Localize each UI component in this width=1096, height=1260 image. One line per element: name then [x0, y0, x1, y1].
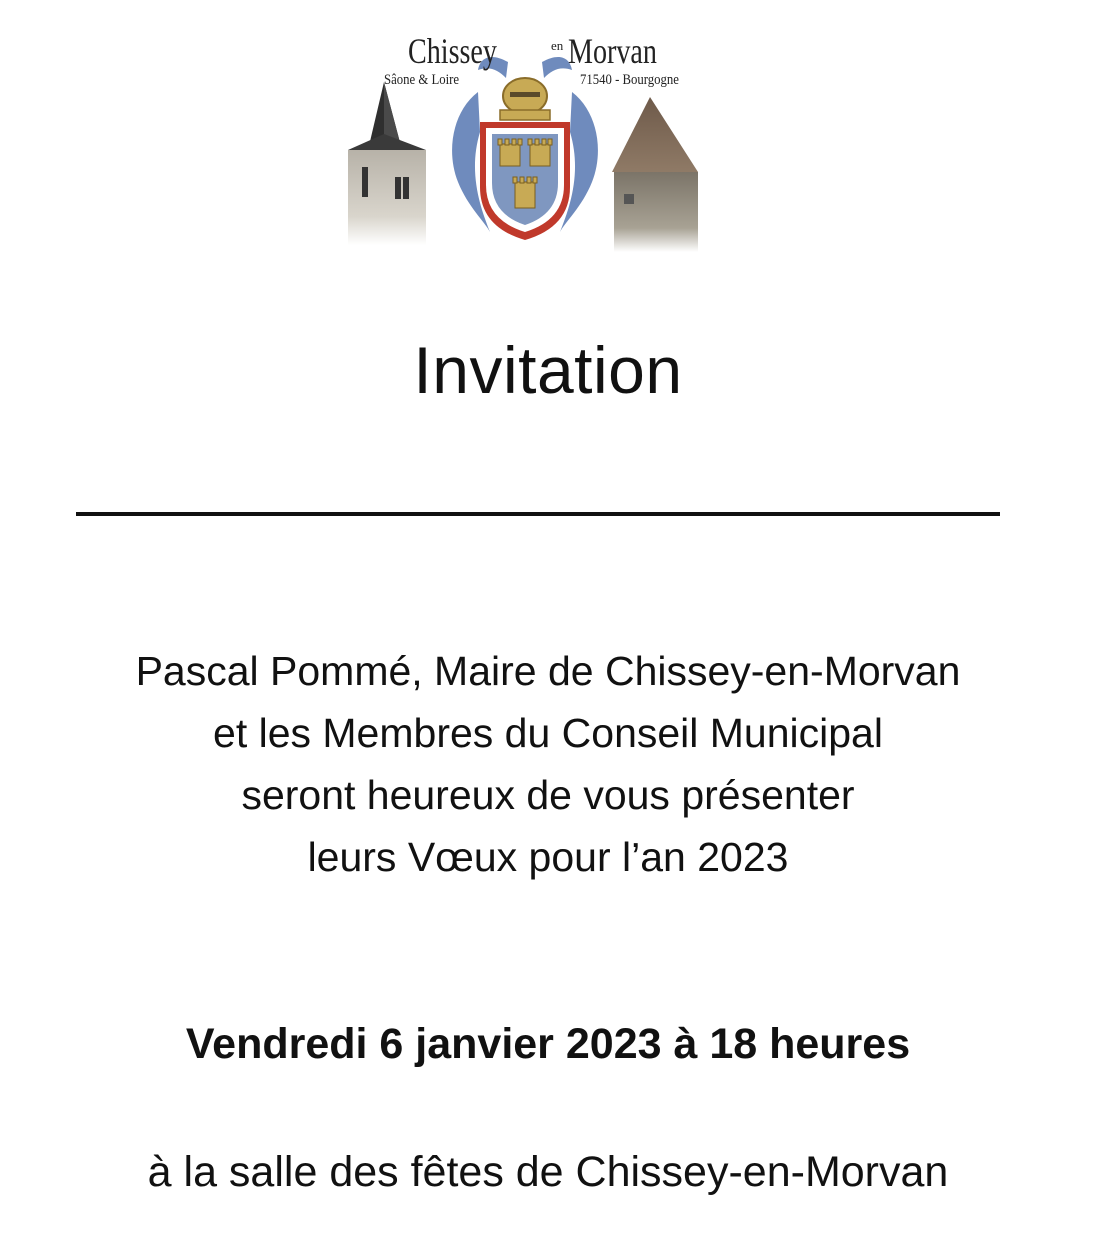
shield-icon	[480, 122, 570, 240]
body-line: seront heureux de vous présenter	[241, 772, 855, 818]
logo-name-en: en	[551, 38, 564, 53]
page-title: Invitation	[413, 333, 683, 407]
logo-name-morvan: Morvan	[568, 31, 657, 71]
invitation-body	[0, 640, 1096, 888]
body-line: leurs Vœux pour l’an 2023	[307, 834, 789, 880]
title-divider	[76, 512, 1000, 516]
castle-tower-icon	[612, 97, 698, 252]
body-line: Pascal Pommé, Maire de Chissey-en-Morvan	[135, 648, 961, 694]
church-tower-icon	[348, 82, 426, 245]
logo-town-name	[340, 30, 710, 70]
event-date: Vendredi 6 janvier 2023 à 18 heures	[185, 1020, 911, 1068]
body-line: et les Membres du Conseil Municipal	[213, 710, 883, 756]
logo-postcode-region: 71540 - Bourgogne	[580, 72, 679, 88]
logo-department: Sâone & Loire	[384, 72, 460, 88]
logo-name-chissey: Chissey	[408, 31, 497, 71]
event-location: à la salle des fêtes de Chissey-en-Morvan	[147, 1148, 949, 1196]
municipal-logo	[340, 22, 710, 252]
helmet-icon	[500, 78, 550, 120]
